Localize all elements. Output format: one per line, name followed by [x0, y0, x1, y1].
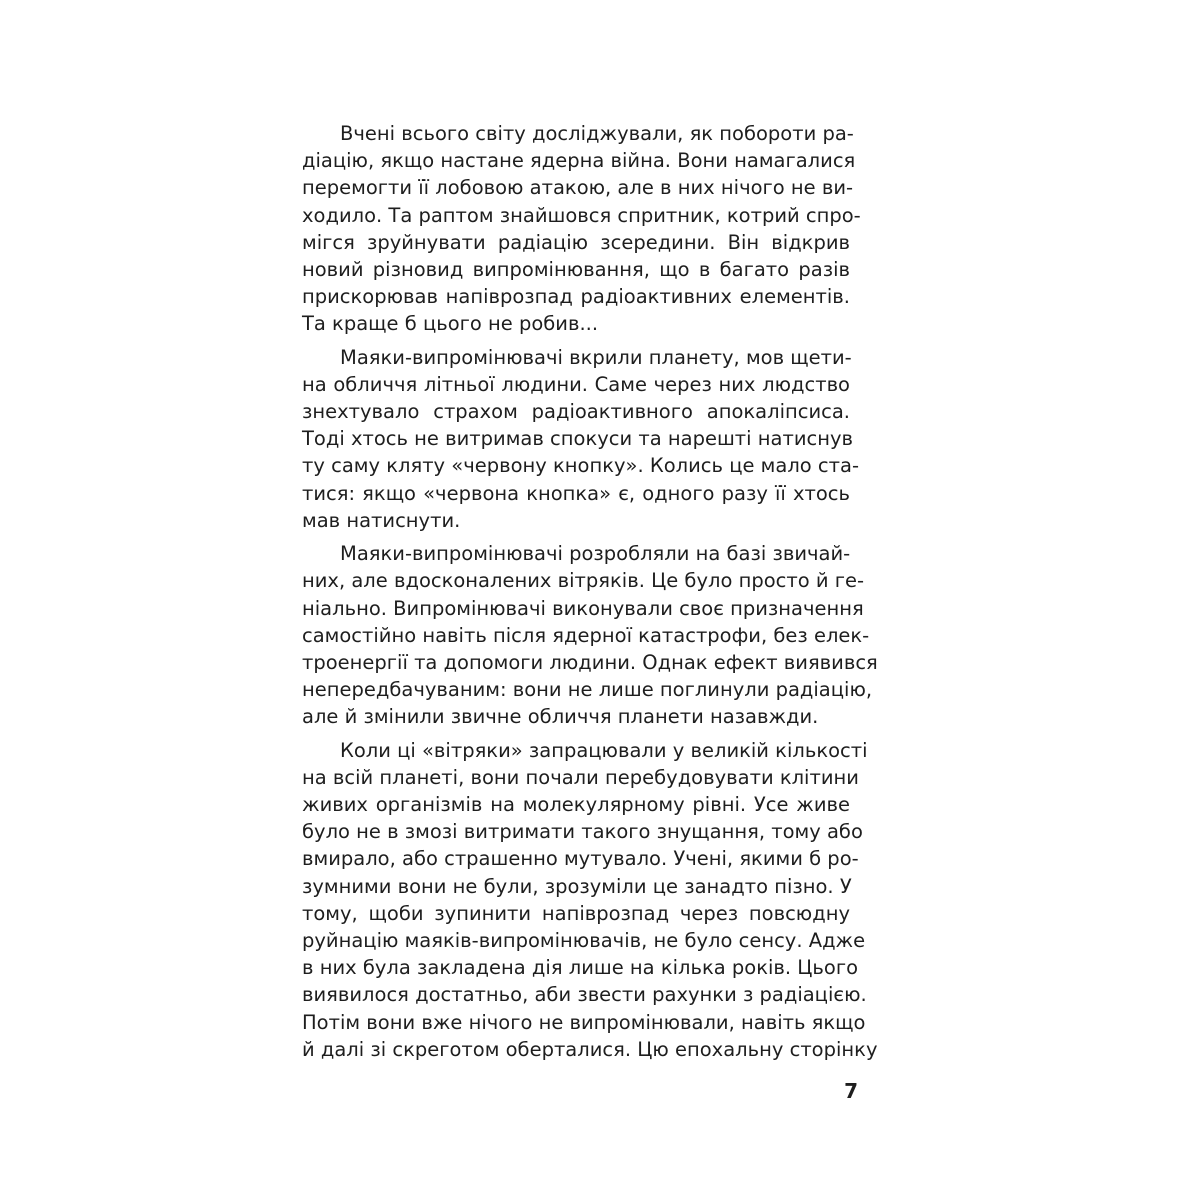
- paragraph-2: [302, 344, 859, 534]
- text-line: виявилося достатньо, аби звести рахунки з радіацією.: [302, 983, 867, 1007]
- text-line: але й змінили звичне обличчя планети назавжди.: [302, 705, 819, 729]
- text-line: знехтувало страхом радіоактивного апокаліпсиса.: [302, 400, 850, 424]
- text-line: Тоді хтось не витримав спокуси та нарешті натиснув: [302, 427, 853, 451]
- paragraph-4: [302, 737, 878, 1063]
- text-line: самостійно навіть після ядерної катастрофи, без елек-: [302, 623, 870, 647]
- text-line: тому, щоби зупинити напіврозпад через повсюдну: [302, 901, 850, 925]
- body-text: [302, 120, 878, 1069]
- text-line: Коли ці «вітряки» запрацювали у великій кількості: [340, 738, 868, 762]
- text-line: ходило. Та раптом знайшовся спритник, котрий спро-: [302, 203, 861, 227]
- text-line: в них була закладена дія лише на кілька років. Цього: [302, 956, 859, 980]
- text-line: мігся зруйнувати радіацію зсередини. Він відкрив: [302, 230, 850, 254]
- paragraph-3: [302, 540, 878, 730]
- text-line: Маяки-випромінювачі вкрили планету, мов щети-: [340, 345, 852, 369]
- text-line: тися: якщо «червона кнопка» є, одного разу її хтось: [302, 481, 850, 505]
- text-line: руйнацію маяків-випромінювачів, не було сенсу. Адже: [302, 929, 866, 952]
- text-line: Та краще б цього не робив...: [302, 312, 599, 336]
- text-line: Потім вони вже нічого не випромінювали, навіть якщо: [302, 1010, 866, 1034]
- paragraph-1: [302, 120, 861, 338]
- text-line: мав натиснути.: [302, 508, 461, 532]
- text-line: на всій планеті, вони почали перебудовувати клітини: [302, 765, 859, 789]
- text-line: на обличчя літньої людини. Саме через них людство: [302, 372, 850, 396]
- text-line: зумними вони не були, зрозуміли це занадто пізно. У: [302, 874, 852, 898]
- text-line: ніально. Випромінювачі виконували своє призначення: [302, 596, 864, 620]
- text-line: й далі зі скреготом оберталися. Цю епохальну сторінку: [302, 1037, 878, 1061]
- text-line: прискорював напіврозпад радіоактивних елементів.: [302, 285, 850, 309]
- text-line: було не в змозі витримати такого знущання, тому або: [302, 820, 863, 844]
- text-line: діацію, якщо настане ядерна війна. Вони намагалися: [302, 149, 856, 173]
- text-line: ту саму кляту «червону кнопку». Колись це мало ста-: [302, 454, 859, 478]
- text-line: живих організмів на молекулярному рівні. Усе живе: [302, 793, 850, 817]
- text-line: Вчені всього світу досліджували, як побороти ра-: [340, 122, 854, 145]
- text-line: Маяки-випромінювачі розробляли на базі звичай-: [340, 542, 851, 566]
- text-line: перемогти її лобовою атакою, але в них нічого не ви-: [302, 176, 854, 200]
- page-number: 7: [844, 1079, 858, 1103]
- text-line: вмирало, або страшенно мутувало. Учені, якими б ро-: [302, 847, 859, 871]
- text-line: них, але вдосконалених вітряків. Це було просто й ге-: [302, 569, 864, 593]
- text-line: троенергії та допомоги людини. Однак ефект виявився: [302, 650, 878, 674]
- text-line: непередбачуваним: вони не лише поглинули радіацію,: [302, 678, 873, 702]
- text-line: новий різновид випромінювання, що в багато разів: [302, 257, 850, 281]
